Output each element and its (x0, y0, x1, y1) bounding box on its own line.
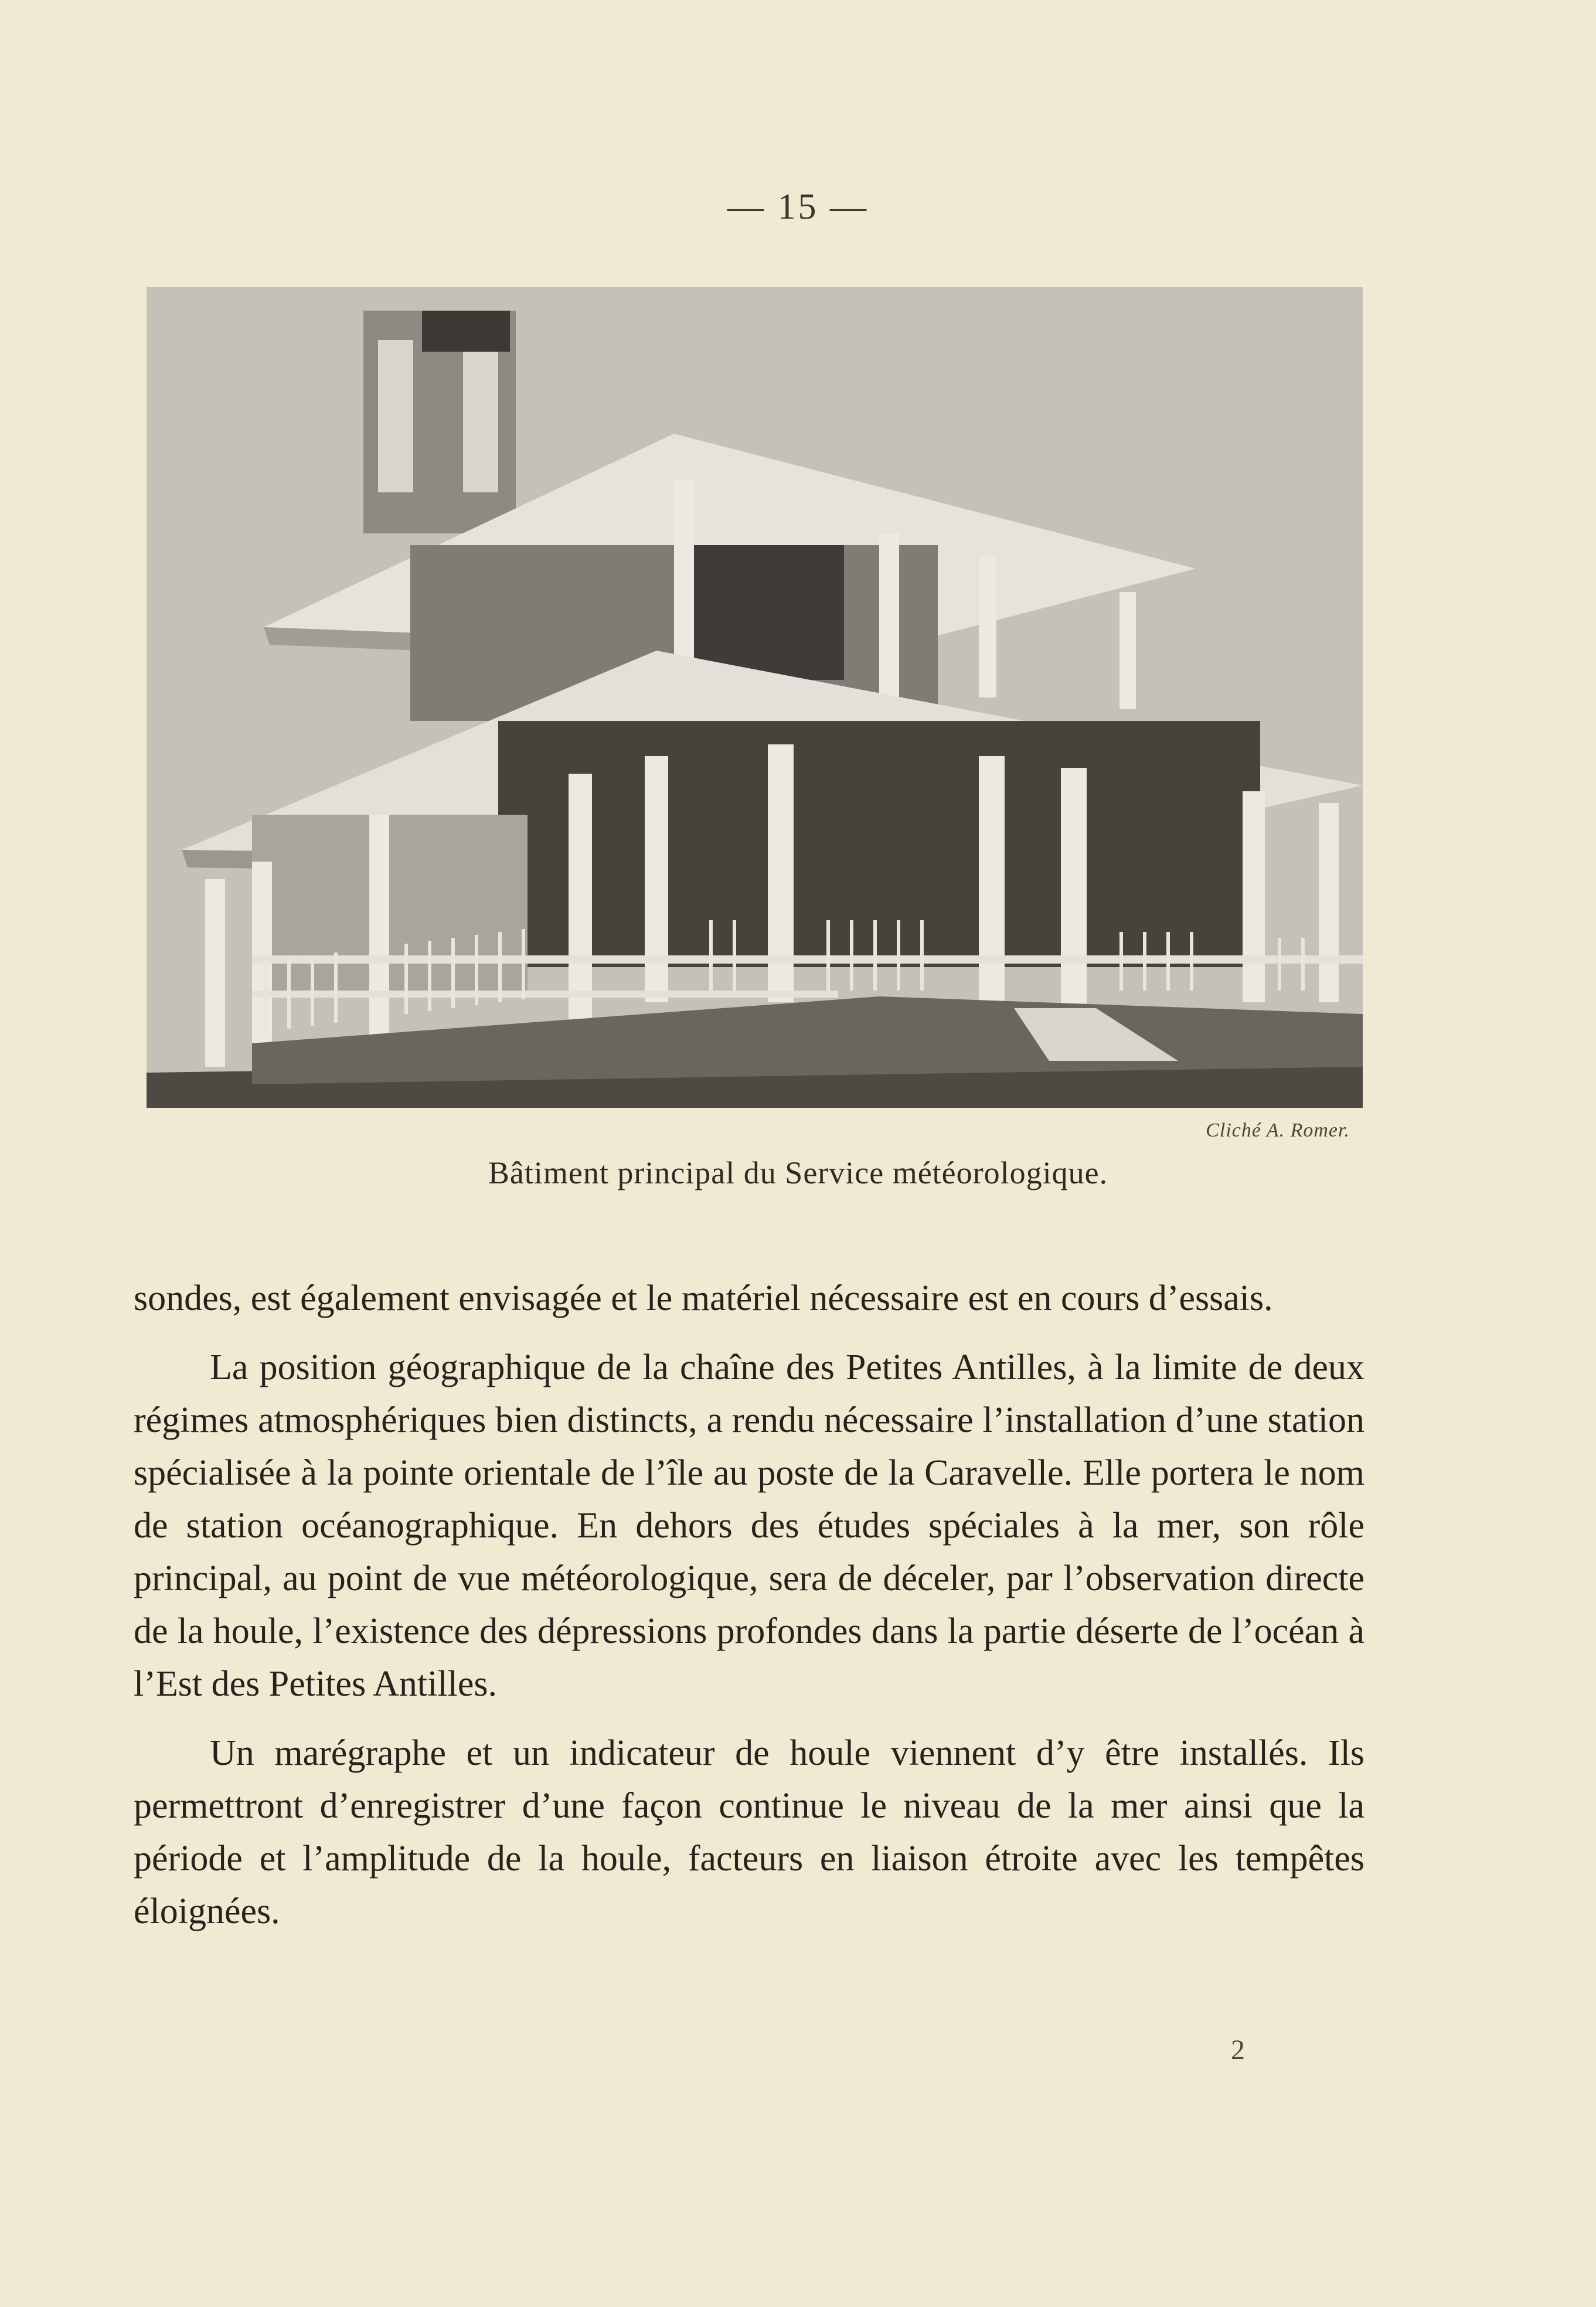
photo-credit: Cliché A. Romer. (1206, 1120, 1350, 1141)
figure-caption: Bâtiment principal du Service météorologique. (488, 1155, 1108, 1190)
signature-mark: 2 (1231, 2034, 1245, 2066)
body-text (134, 1272, 1364, 1938)
paragraph-2: La position géographique de la chaîne des Petites Antilles, à la limite de deux régimes atmosphériques bien distincts, a rendu nécessaire l’installation d’une station spécialisée à la pointe orientale de l’île au poste de la Caravelle. Elle portera le nom de station océanographique. En dehors des études spéciales à la mer, son rôle principal, au point de vue météorologique, sera de déceler, par l’observation directe de la houle, l’existence des dépressions profondes dans la partie déserte de l’océan à l’Est des Petites Antilles. (134, 1348, 1364, 1704)
paragraph-1: sondes, est également envisagée et le matériel nécessaire est en cours d’essais. (134, 1278, 1273, 1318)
building-illustration (147, 287, 1363, 1108)
page-number: — 15 — (727, 187, 869, 227)
paragraph-3: Un marégraphe et un indicateur de houle viennent d’y être installés. Ils permettront d’enregistrer d’une façon continue le niveau de la mer ainsi que la période et l’amplitude de la houle, facteurs en liaison étroite avec les tempêtes éloignées. (134, 1733, 1364, 1931)
building-photograph (147, 287, 1363, 1108)
